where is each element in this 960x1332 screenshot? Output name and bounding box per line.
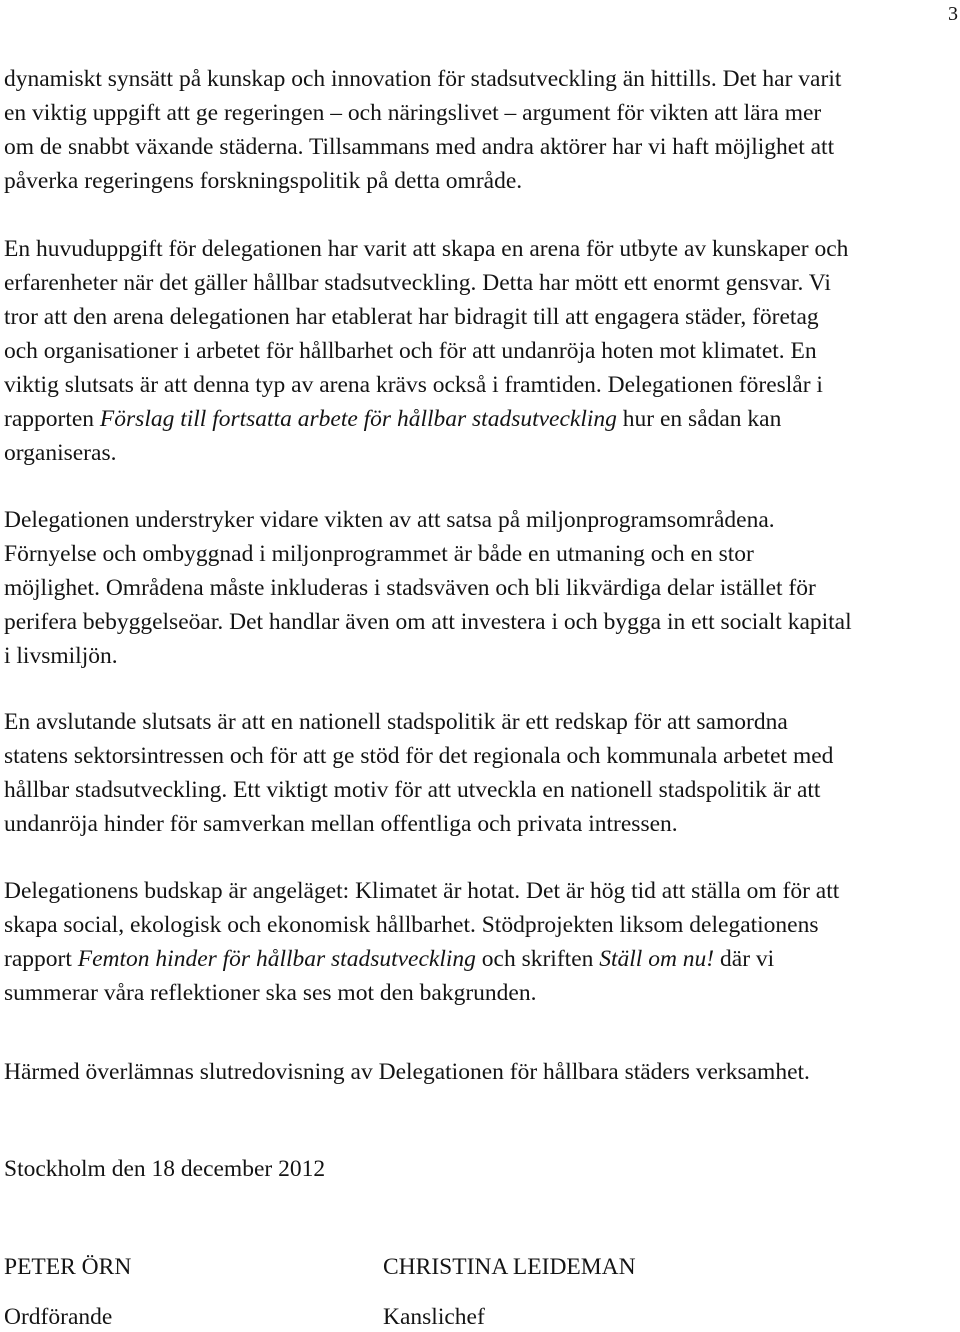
text-line: summerar våra reflektioner ska ses mot den bakgrunden.: [4, 980, 537, 1006]
text-line: [4, 942, 956, 976]
text-line: Delegationens budskap är angeläget: Klimatet är hotat. Det är hög tid att ställa om för att: [4, 878, 840, 904]
publication-title-italic: Ställ om nu!: [599, 946, 715, 972]
text-line: påverka regeringens forskningspolitik på detta område.: [4, 168, 523, 194]
text-line: skapa social, ekologisk och ekonomisk hållbarhet. Stödprojekten liksom delegationens: [4, 912, 819, 938]
text-line: En avslutande slutsats är att en nationell stadspolitik är ett redskap för att samordna: [4, 709, 788, 735]
text-line: dynamiskt synsätt på kunskap och innovation för stadsutveckling än hittills. Det har varit: [4, 66, 842, 92]
text-line: tror att den arena delegationen har etablerat har bidragit till att engagera städer, företag: [4, 304, 819, 330]
text-line: Delegationen understryker vidare vikten av att satsa på miljonprogramsområdena.: [4, 507, 775, 533]
text-line: möjlighet. Områdena måste inkluderas i stadsväven och bli likvärdiga delar istället för: [4, 575, 816, 601]
text-run: rapport: [4, 946, 78, 972]
text-line: Förnyelse och ombyggnad i miljonprogrammet är både en utmaning och en stor: [4, 541, 754, 567]
paragraph-1: [4, 62, 956, 198]
paragraph-4: [4, 705, 956, 841]
signatory-name: PETER ÖRN: [4, 1254, 132, 1280]
signatory-name: CHRISTINA LEIDEMAN: [383, 1254, 636, 1280]
text-line: Härmed överlämnas slutredovisning av Delegationen för hållbara städers verksamhet.: [4, 1059, 810, 1085]
text-line: perifera bebyggelseöar. Det handlar även om att investera i och bygga in ett socialt kapital: [4, 609, 852, 635]
text-line: organiseras.: [4, 440, 117, 466]
text-line: undanröja hinder för samverkan mellan offentliga och privata intressen.: [4, 811, 678, 837]
text-line: erfarenheter när det gäller hållbar stadsutveckling. Detta har mött ett enormt gensvar. Vi: [4, 270, 831, 296]
text-run: rapporten: [4, 406, 100, 432]
text-line: En huvuduppgift för delegationen har varit att skapa en arena för utbyte av kunskaper och: [4, 236, 849, 262]
text-line: [4, 402, 956, 436]
text-run: där vi: [714, 946, 775, 972]
report-title-italic: Femton hinder för hållbar stadsutveckling: [77, 946, 476, 972]
place-date: Stockholm den 18 december 2012: [4, 1156, 326, 1182]
text-line: en viktig uppgift att ge regeringen – och näringslivet – argument för vikten att lära mer: [4, 100, 822, 126]
text-line: om de snabbt växande städerna. Tillsammans med andra aktörer har vi haft möjlighet att: [4, 134, 835, 160]
paragraph-2: [4, 232, 956, 470]
signatory-title: Ordförande: [4, 1304, 113, 1330]
paragraph-6: [4, 1055, 956, 1089]
paragraph-5: [4, 874, 956, 1010]
text-line: i livsmiljön.: [4, 643, 118, 669]
paragraph-3: [4, 503, 956, 673]
text-line: viktig slutsats är att denna typ av arena krävs också i framtiden. Delegationen föreslår i: [4, 372, 823, 398]
text-run: hur en sådan kan: [616, 406, 782, 432]
text-run: och skriften: [475, 946, 600, 972]
signatory-title: Kanslichef: [383, 1304, 485, 1330]
text-line: och organisationer i arbetet för hållbarhet och för att undanröja hoten mot klimatet. En: [4, 338, 817, 364]
text-line: hållbar stadsutveckling. Ett viktigt motiv för att utveckla en nationell stadspolitik är att: [4, 777, 821, 803]
page-number: 3: [948, 3, 958, 25]
text-line: statens sektorsintressen och för att ge stöd för det regionala och kommunala arbetet med: [4, 743, 834, 769]
report-title-italic: Förslag till fortsatta arbete för hållbar stadsutveckling: [99, 406, 617, 432]
